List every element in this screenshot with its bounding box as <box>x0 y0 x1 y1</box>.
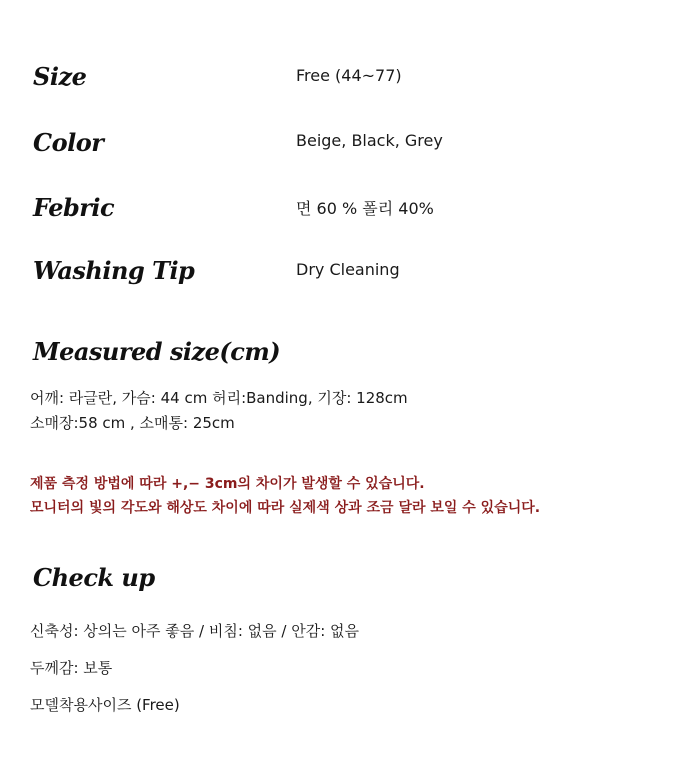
washing-tip-value: Dry Cleaning <box>296 260 400 279</box>
measured-size-line-1: 어깨: 라글란, 가슴: 44 cm 허리:Banding, 기장: 128cm <box>30 389 408 407</box>
size-value: Free (44~77) <box>296 66 402 85</box>
notice-line-1: 제품 측정 방법에 따라 +,− 3cm의 차이가 발생할 수 있습니다. <box>30 476 425 492</box>
washing-tip-label: Washing Tip <box>33 256 195 285</box>
fabric-value: 면 60 % 폴리 40% <box>296 199 434 218</box>
check-up-heading: Check up <box>33 563 155 592</box>
check-up-line-3: 모델착용사이즈 (Free) <box>30 696 180 714</box>
check-up-line-2: 두께감: 보통 <box>30 659 113 677</box>
size-label: Size <box>33 62 87 91</box>
color-label: Color <box>33 128 104 157</box>
notice-line-2: 모니터의 빛의 각도와 해상도 차이에 따라 실제색 상과 조금 달라 보일 수 있습니다. <box>30 500 541 516</box>
color-value: Beige, Black, Grey <box>296 131 443 150</box>
measured-size-heading: Measured size(cm) <box>33 337 281 366</box>
fabric-label: Febric <box>33 193 115 222</box>
check-up-line-1: 신축성: 상의는 아주 좋음 / 비침: 없음 / 안감: 없음 <box>30 622 360 640</box>
measured-size-line-2: 소매장:58 cm , 소매통: 25cm <box>30 414 235 432</box>
